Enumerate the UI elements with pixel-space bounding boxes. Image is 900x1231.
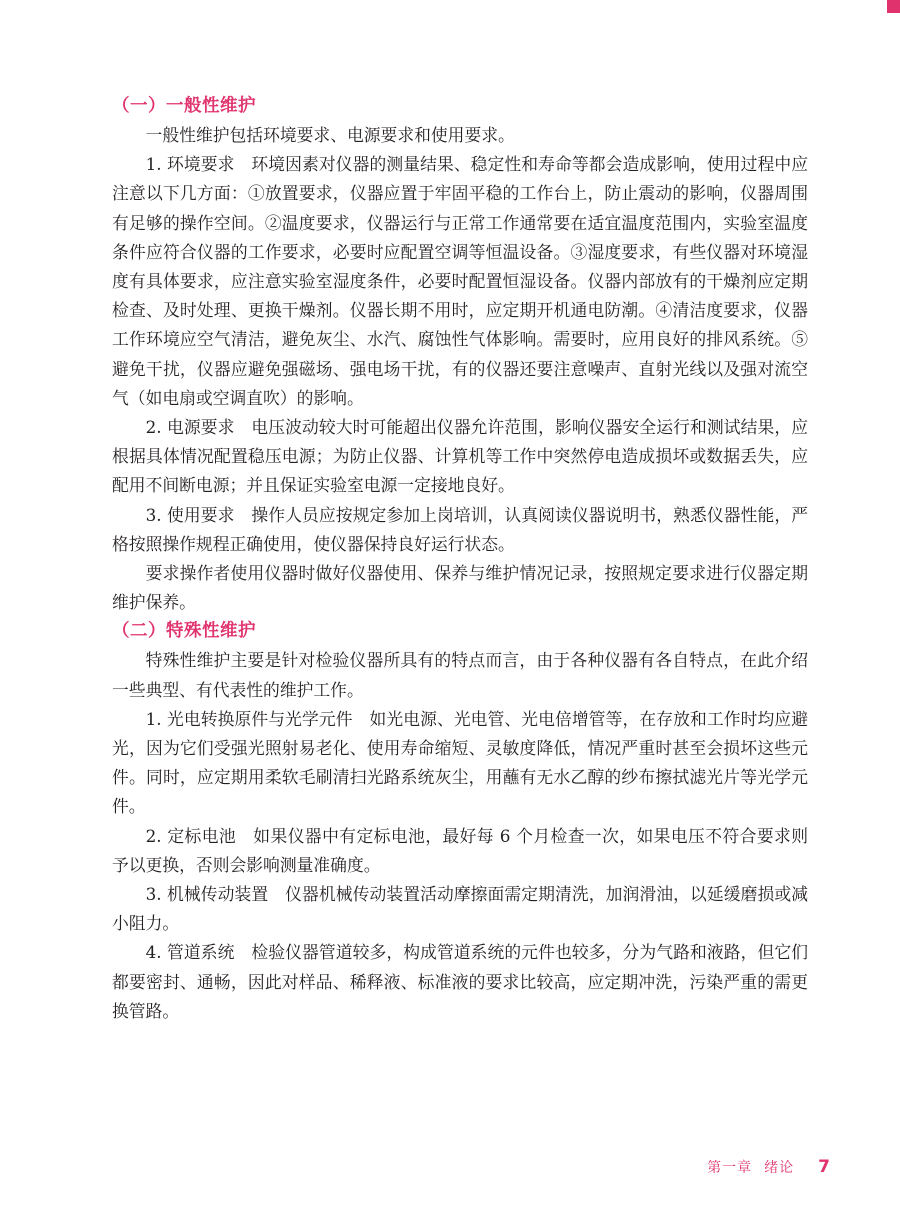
section-heading-general-maintenance: （一）一般性维护: [112, 96, 256, 116]
paragraph: 2. 电源要求 电压波动较大时可能超出仪器允许范围，影响仪器安全运行和测试结果，应根据具体情况配置稳压电源；为防止仪器、计算机等工作中突然停电造成损坏或数据丢失，应配用不间断电源；并且保证实验室电源一定接地良好。: [112, 417, 808, 496]
page-content: [112, 92, 808, 1026]
paragraph: 一般性维护包括环境要求、电源要求和使用要求。: [145, 125, 515, 145]
chapter-title: 绪论: [764, 1160, 795, 1176]
paragraph: 3. 机械传动装置 仪器机械传动装置活动摩擦面需定期清洗，加润滑油，以延缓磨损或减小阻力。: [112, 884, 808, 934]
page-footer: [707, 1157, 830, 1177]
paragraph: 要求操作者使用仪器时做好仪器使用、保养与维护情况记录，按照规定要求进行仪器定期维护保养。: [112, 563, 808, 613]
paragraph: 4. 管道系统 检验仪器管道较多，构成管道系统的元件也较多，分为气路和液路，但它们都要密封、通畅，因此对样品、稀释液、标准液的要求比较高，应定期冲洗，污染严重的需更换管路。: [112, 942, 808, 1021]
paragraph: 特殊性维护主要是针对检验仪器所具有的特点而言，由于各种仪器有各自特点，在此介绍一些典型、有代表性的维护工作。: [112, 650, 808, 700]
chapter-number: 第一章: [707, 1160, 753, 1176]
paragraph: 2. 定标电池 如果仪器中有定标电池，最好每 6 个月检查一次，如果电压不符合要求则予以更换，否则会影响测量准确度。: [112, 825, 808, 875]
section-heading-special-maintenance: （二）特殊性维护: [112, 621, 256, 642]
paragraph: 3. 使用要求 操作人员应按规定参加上岗培训，认真阅读仪器说明书，熟悉仪器性能，严格按照操作规程正确使用，使仪器保持良好运行状态。: [112, 504, 808, 554]
paragraph: 1. 环境要求 环境因素对仪器的测量结果、稳定性和寿命等都会造成影响，使用过程中应注意以下几方面：①放置要求，仪器应置于牢固平稳的工作台上，防止震动的影响，仪器周围有足够的操作空间。②温度要求，仪器运行与正常工作通常要在适宜温度范围内，实验室温度条件应符合仪器的工作要求，必要时应配置空调等恒温设备。③湿度要求，有些仪器对环境湿度有具体要求，应注意实验室湿度条件，必要时配置恒湿设备。仪器内部放有的干燥剂应定期检查、及时处理、更换干燥剂。仪器长期不用时，应定期开机通电防潮。④清洁度要求，仪器工作环境应空气清洁，避免灰尘、水汽、腐蚀性气体影响。需要时，应用良好的排风系统。⑤避免干扰，仪器应避免强磁场、强电场干扰，有的仪器还要注意噪声、直射光线以及强对流空气（如电扇或空调直吹）的影响。: [112, 154, 808, 408]
page-number: 7: [818, 1157, 830, 1177]
paragraph: 1. 光电转换原件与光学元件 如光电源、光电管、光电倍增管等，在存放和工作时均应避光，因为它们受强光照射易老化、使用寿命缩短、灵敏度降低，情况严重时甚至会损坏这些元件。同时，应定期用柔软毛刷清扫光路系统灰尘，用蘸有无水乙醇的纱布擦拭滤光片等光学元件。: [112, 708, 808, 817]
corner-color-tab: [887, 0, 900, 13]
